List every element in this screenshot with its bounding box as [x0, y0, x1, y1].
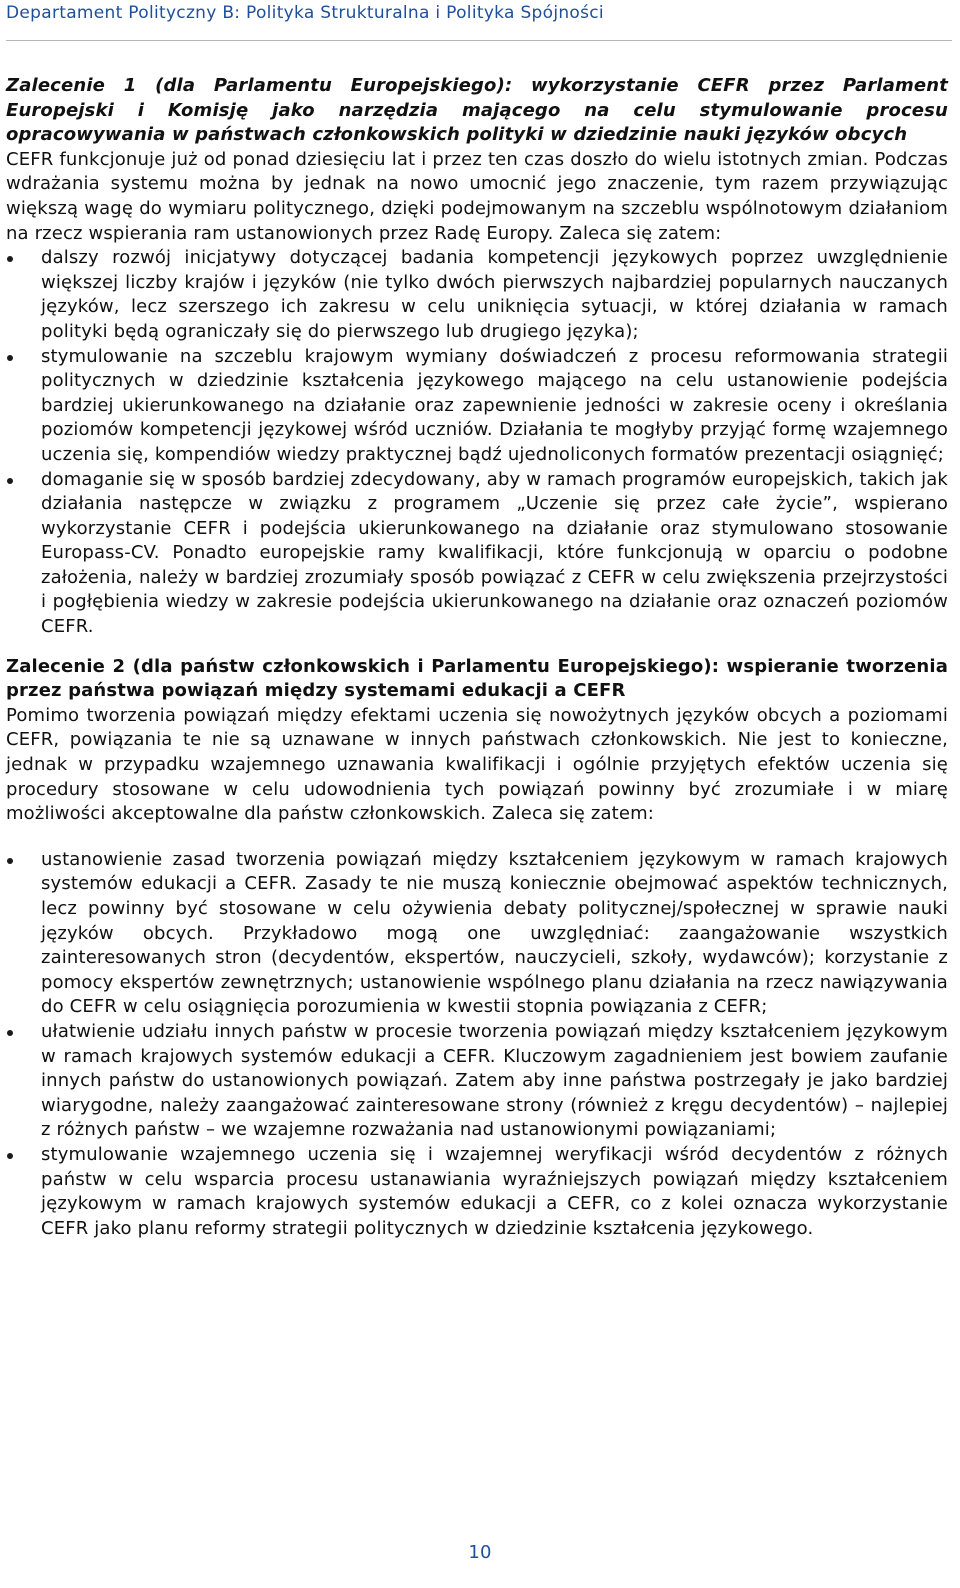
recommendation-1-list — [6, 246, 948, 640]
bullet-icon — [7, 1153, 13, 1159]
recommendation-1-title: Zalecenie 1 (dla Parlamentu Europejskiego): wykorzystanie CEFR przez Parlament Europejski i Komisję jako narzędzia mającego na celu stymulowanie procesu opracowywania w państwach członkowskich polityki w dziedzinie nauki języków obcych — [6, 75, 948, 146]
list-item-text: ustanowienie zasad tworzenia powiązań między kształceniem językowym w ramach krajowych systemów edukacji a CEFR. Zasady te nie muszą koniecznie obejmować aspektów technicznych, lecz powinny być stosowane w celu ożywienia debaty politycznej/społecznej w sprawie nauki języków obcych. Przykładowo mogą one uwzględniać: zaangażowanie wszystkich zainteresowanych stron (decydentów, ekspertów, nauczycieli, szkoły, wydawców); korzystanie z pomocy ekspertów zewnętrznych; ustanowienie wspólnego planu działania na rzecz nawiązywania do CEFR w celu osiągnięcia porozumienia w kwestii stopnia powiązania z CEFR; — [41, 848, 948, 1018]
bullet-icon — [7, 478, 13, 484]
recommendation-2-list — [6, 848, 948, 1242]
bullet-icon — [7, 355, 13, 361]
recommendation-1-intro: CEFR funkcjonuje już od ponad dziesięciu lat i przez ten czas doszło do wielu istotnych zmian. Podczas wdrażania systemu można by jednak na nowo umocnić jego znaczenie, tym razem przywiązując większą wagę do wymiaru politycznego, dzięki podejmowanym na szczeblu wspólnotowym działaniom na rzecz wspierania ram ustanowionych przez Radę Europy. Zaleca się zatem: — [6, 148, 948, 244]
list-item — [6, 468, 948, 640]
list-item-text: dalszy rozwój inicjatywy dotyczącej badania kompetencji językowych poprzez uwzględnienie większej liczby krajów i języków (nie tylko dwóch pierwszych najbardziej popularnych nauczanych języków, lecz szerszego ich zakresu w celu uniknięcia sytuacji, w której działania w ramach polityki będą ograniczały się do pierwszego lub drugiego języka); — [41, 247, 948, 342]
list-item — [6, 1143, 948, 1241]
header-divider — [6, 40, 952, 41]
list-item — [6, 1020, 948, 1143]
list-item-text: stymulowanie na szczeblu krajowym wymiany doświadczeń z procesu reformowania strategii politycznych w dziedzinie kształcenia językowego mającego na celu ustanowienie podejścia bardziej ukierunkowanego na działanie oraz zapewnienie jedności w zakresie oceny i określania poziomów kompetencji językowej wśród uczniów. Działania te mogłyby przyjąć formę wzajemnego uczenia się, kompendiów wiedzy praktycznej bądź ujednoliconych formatów prezentacji osiągnięć; — [41, 345, 948, 465]
recommendation-2 — [6, 655, 948, 1242]
page-number: 10 — [468, 1542, 492, 1563]
bullet-icon — [7, 256, 13, 262]
bullet-icon — [7, 1030, 13, 1036]
document-body — [6, 74, 948, 1241]
list-item — [6, 345, 948, 468]
list-item-text: domaganie się w sposób bardziej zdecydowany, aby w ramach programów europejskich, takich jak działania następcze w związku z programem „Uczenie się przez całe życie”, wspierano wykorzystanie CEFR i podejścia ukierunkowanego na działanie oraz stymulowano stosowanie Europass-CV. Ponadto europejskie ramy kwalifikacji, które funkcjonują w oparciu o podobne założenia, należy w bardziej zrozumiały sposób powiązać z CEFR w celu zwiększenia przejrzystości i pogłębienia wiedzy w zakresie podejścia ukierunkowanego na działanie oraz oznaczeń poziomów CEFR. — [41, 468, 948, 638]
recommendation-2-intro: Pomimo tworzenia powiązań między efektami uczenia się nowożytnych języków obcych a poziomami CEFR, powiązania te nie są uznawane w innych państwach członkowskich. Nie jest to konieczne, jednak w przypadku wzajemnego uznawania kwalifikacji i ogólnie przyjętych efektów uczenia się procedury stosowane w celu udowodnienia tych powiązań powinny być zrozumiałe i w miarę możliwości akceptowalne dla państw członkowskich. Zaleca się zatem: — [6, 704, 948, 825]
list-item-text: stymulowanie wzajemnego uczenia się i wzajemnej weryfikacji wśród decydentów z różnych państw w celu wsparcia procesu ustanawiania wyraźniejszych powiązań między kształceniem językowym w ramach krajowych systemów edukacji a CEFR, co z kolei oznacza wykorzystanie CEFR jako planu reformy strategii politycznych w dziedzinie kształcenia językowego. — [41, 1143, 948, 1239]
recommendation-1 — [6, 74, 948, 640]
bullet-icon — [7, 858, 13, 864]
running-header: Departament Polityczny B: Polityka Strukturalna i Polityka Spójności — [6, 3, 604, 23]
recommendation-2-title: Zalecenie 2 (dla państw członkowskich i Parlamentu Europejskiego): wspieranie tworzenia przez państwa powiązań między systemami edukacji a CEFR — [6, 655, 948, 702]
list-item — [6, 848, 948, 1020]
list-item — [6, 246, 948, 344]
list-item-text: ułatwienie udziału innych państw w procesie tworzenia powiązań między kształceniem językowym w ramach krajowych systemów edukacji a CEFR. Kluczowym zagadnieniem jest bowiem zaufanie innych państw do ustanowionych powiązań. Zatem aby inne państwa postrzegały je jako bardziej wiarygodne, należy zaangażować zainteresowane strony (również z kręgu decydentów) – najlepiej z różnych państw – we wzajemne rozważania nad ustanowionymi powiązaniami; — [41, 1020, 948, 1141]
